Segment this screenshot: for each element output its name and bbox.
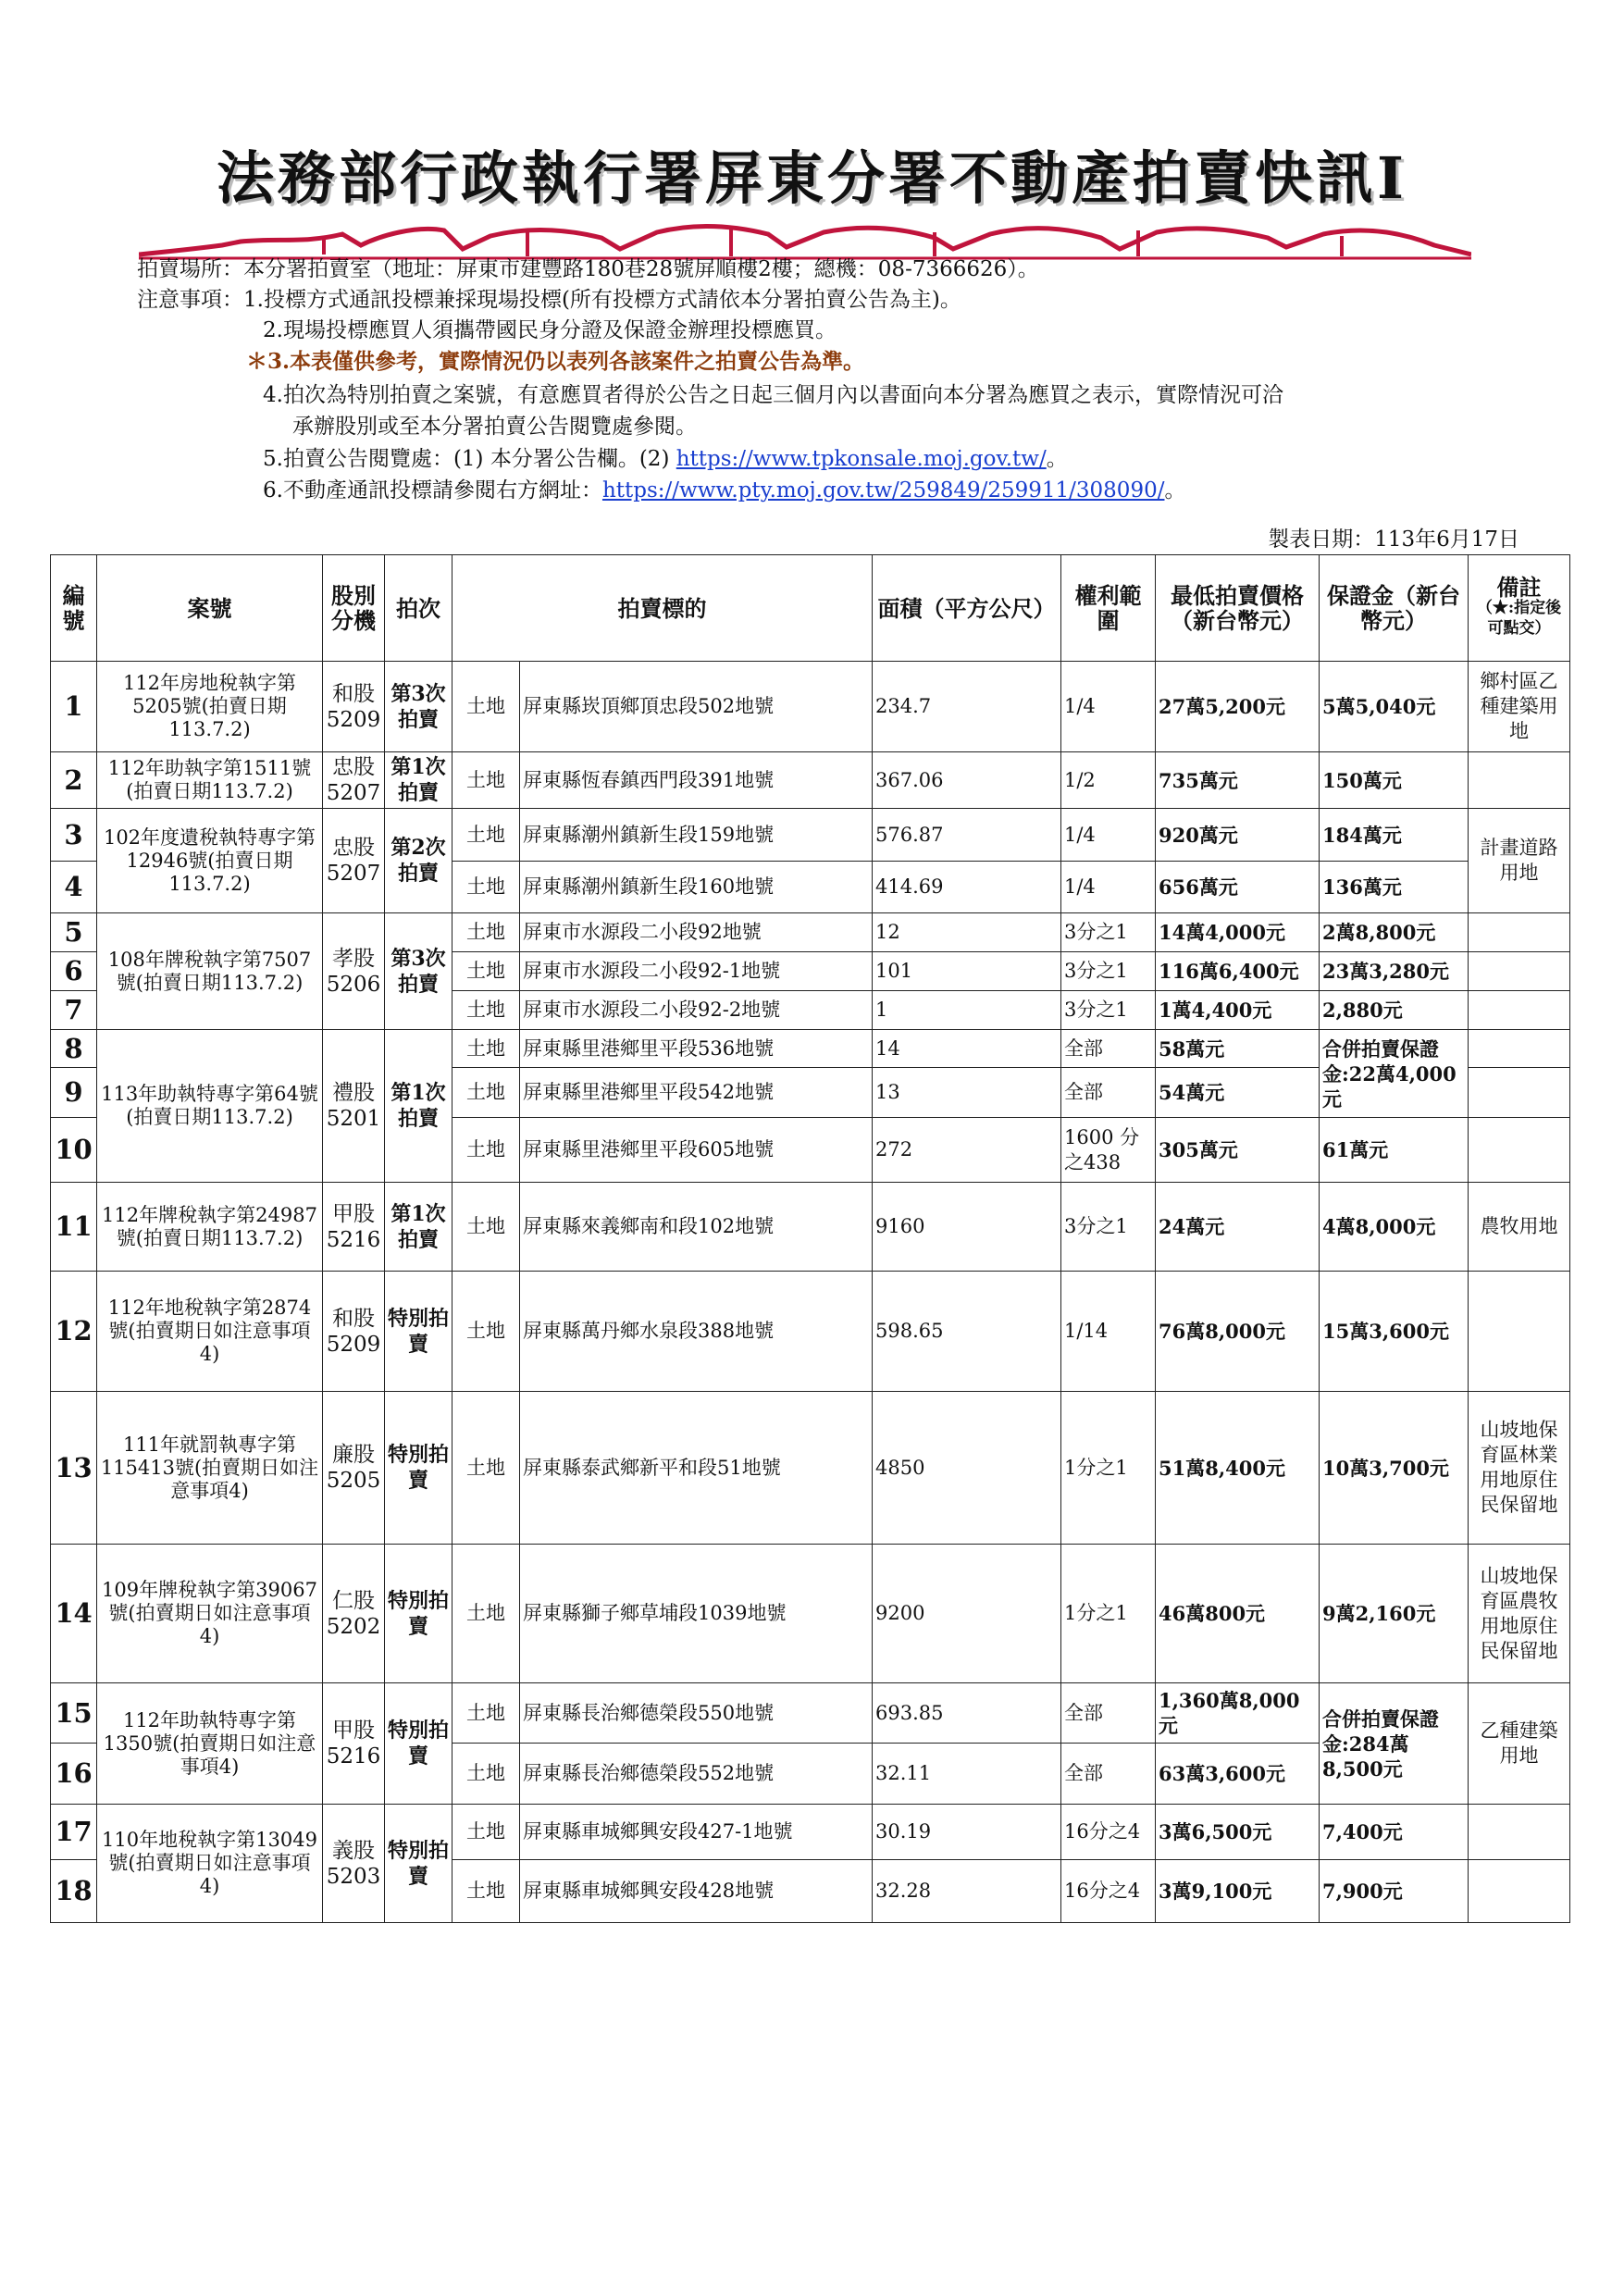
- auction-target: 屏東縣里港鄉里平段536地號: [520, 1030, 873, 1068]
- area: 30.19: [873, 1805, 1061, 1860]
- table-row: [51, 1272, 1570, 1392]
- row-number: 17: [51, 1805, 97, 1860]
- min-price: 3萬6,500元: [1156, 1805, 1320, 1860]
- auction-round: 第1次拍賣: [385, 1183, 452, 1272]
- auction-round: 特別拍賣: [385, 1683, 452, 1805]
- min-price: 63萬3,600元: [1156, 1744, 1320, 1805]
- deposit: 23萬3,280元: [1320, 952, 1469, 991]
- auction-target: 屏東縣來義鄉南和段102地號: [520, 1183, 873, 1272]
- header-round: 拍次: [385, 555, 452, 662]
- unit-extension: 和股5209: [323, 1272, 385, 1392]
- min-price: 1,360萬8,000元: [1156, 1683, 1320, 1744]
- deposit: 4萬8,000元: [1320, 1183, 1469, 1272]
- pty-link[interactable]: https://www.pty.moj.gov.tw/259849/259911/308090/: [601, 478, 1165, 503]
- rights-scope: 3分之1: [1061, 913, 1156, 952]
- rights-scope: 全部: [1061, 1683, 1156, 1744]
- land-type: 土地: [452, 1118, 520, 1183]
- row-number: 3: [51, 809, 97, 862]
- combined-deposit: 合併拍賣保證金:22萬4,000元: [1320, 1030, 1469, 1118]
- auction-target: 屏東縣萬丹鄉水泉段388地號: [520, 1272, 873, 1392]
- unit-extension: 忠股5207: [323, 809, 385, 913]
- auction-target: 屏東市水源段二小段92-1地號: [520, 952, 873, 991]
- remark: [1469, 1068, 1570, 1118]
- row-number: 9: [51, 1068, 97, 1118]
- min-price: 46萬800元: [1156, 1545, 1320, 1683]
- auction-table: [50, 554, 1570, 1923]
- auction-target: 屏東縣崁頂鄉頂忠段502地號: [520, 662, 873, 752]
- remark: 鄉村區乙種建築用地: [1469, 662, 1570, 752]
- note-1: 1.投標方式通訊投標兼採現場投標(所有投標方式請依本分署拍賣公告為主)。: [243, 288, 961, 312]
- remark: [1469, 1805, 1570, 1860]
- note-4b: 承辦股別或至本分署拍賣公告閱覽處參閱。: [292, 415, 697, 439]
- table-row: [51, 913, 1570, 952]
- remark: [1469, 752, 1570, 809]
- table-row: [51, 662, 1570, 752]
- land-type: 土地: [452, 662, 520, 752]
- auction-round: 特別拍賣: [385, 1392, 452, 1545]
- remark: 乙種建築用地: [1469, 1683, 1570, 1805]
- min-price: 1萬4,400元: [1156, 991, 1320, 1030]
- auction-target: 屏東市水源段二小段92地號: [520, 913, 873, 952]
- row-number: 7: [51, 991, 97, 1030]
- remark: [1469, 952, 1570, 991]
- row-number: 5: [51, 913, 97, 952]
- header-deposit: 保證金（新台幣元）: [1320, 555, 1469, 662]
- land-type: 土地: [452, 1744, 520, 1805]
- deposit: 136萬元: [1320, 862, 1469, 913]
- remark: [1469, 1860, 1570, 1923]
- unit-extension: 孝股5206: [323, 913, 385, 1030]
- rights-scope: 全部: [1061, 1068, 1156, 1118]
- auction-target: 屏東縣里港鄉里平段542地號: [520, 1068, 873, 1118]
- area: 598.65: [873, 1272, 1061, 1392]
- note-5-text: 5.拍賣公告閱覽處：(1) 本分署公告欄。(2): [263, 447, 676, 471]
- min-price: 305萬元: [1156, 1118, 1320, 1183]
- table-date: 製表日期：113年6月17日: [1268, 527, 1519, 552]
- remark: 農牧用地: [1469, 1183, 1570, 1272]
- unit-extension: 義股5203: [323, 1805, 385, 1923]
- auction-round: 特別拍賣: [385, 1545, 452, 1683]
- auction-target: 屏東縣恆春鎮西門段391地號: [520, 752, 873, 809]
- table-row: [51, 752, 1570, 809]
- note-4a: 4.拍次為特別拍賣之案號，有意應買者得於公告之日起三個月內以書面向本分署為應買之表示，實際情況可洽: [263, 383, 1283, 407]
- deposit: 15萬3,600元: [1320, 1272, 1469, 1392]
- notes-prefix: 注意事項：: [137, 288, 243, 312]
- land-type: 土地: [452, 1805, 520, 1860]
- case-number: 112年助執特專字第1350號(拍賣期日如注意事項4): [97, 1683, 323, 1805]
- remark: [1469, 1118, 1570, 1183]
- case-number: 113年助執特專字第64號(拍賣日期113.7.2): [97, 1030, 323, 1183]
- rights-scope: 1/4: [1061, 862, 1156, 913]
- auction-round: 第2次拍賣: [385, 809, 452, 913]
- unit-extension: 禮股5201: [323, 1030, 385, 1183]
- unit-extension: 仁股5202: [323, 1545, 385, 1683]
- deposit: 10萬3,700元: [1320, 1392, 1469, 1545]
- deposit: 2,880元: [1320, 991, 1469, 1030]
- rights-scope: 1/4: [1061, 662, 1156, 752]
- area: 101: [873, 952, 1061, 991]
- min-price: 3萬9,100元: [1156, 1860, 1320, 1923]
- area: 32.28: [873, 1860, 1061, 1923]
- auction-venue: 拍賣場所：本分署拍賣室（地址：屏東市建豐路180巷28號屏順樓2樓；總機：08-7366626）。: [137, 257, 1039, 281]
- auction-target: 屏東縣潮州鎮新生段159地號: [520, 809, 873, 862]
- auction-target: 屏東縣獅子鄉草埔段1039地號: [520, 1545, 873, 1683]
- header-no: 編號: [51, 555, 97, 662]
- area: 14: [873, 1030, 1061, 1068]
- deposit: 61萬元: [1320, 1118, 1469, 1183]
- header-min-price: 最低拍賣價格（新台幣元）: [1156, 555, 1320, 662]
- auction-round: 第1次拍賣: [385, 1030, 452, 1183]
- header-remark: [1469, 555, 1570, 662]
- auction-round: 第1次拍賣: [385, 752, 452, 809]
- rights-scope: 全部: [1061, 1744, 1156, 1805]
- unit-extension: 忠股5207: [323, 752, 385, 809]
- land-type: 土地: [452, 1183, 520, 1272]
- table-row: [51, 1683, 1570, 1744]
- land-type: 土地: [452, 913, 520, 952]
- rights-scope: 3分之1: [1061, 952, 1156, 991]
- auction-target: 屏東縣里港鄉里平段605地號: [520, 1118, 873, 1183]
- land-type: 土地: [452, 952, 520, 991]
- case-number: 102年度遺稅執特專字第12946號(拍賣日期113.7.2): [97, 809, 323, 913]
- rights-scope: 1分之1: [1061, 1545, 1156, 1683]
- auction-target: 屏東縣車城鄉興安段427-1地號: [520, 1805, 873, 1860]
- land-type: 土地: [452, 1683, 520, 1744]
- min-price: 14萬4,000元: [1156, 913, 1320, 952]
- note-3: ＊3.本表僅供參考，實際情況仍以表列各該案件之拍賣公告為準。: [246, 349, 865, 374]
- land-type: 土地: [452, 991, 520, 1030]
- area: 693.85: [873, 1683, 1061, 1744]
- combined-deposit: 合併拍賣保證金:284萬8,500元: [1320, 1683, 1469, 1805]
- area: 367.06: [873, 752, 1061, 809]
- deposit: 184萬元: [1320, 809, 1469, 862]
- row-number: 8: [51, 1030, 97, 1068]
- table-row: [51, 1183, 1570, 1272]
- header-case: 案號: [97, 555, 323, 662]
- remark: 山坡地保育區農牧用地原住民保留地: [1469, 1545, 1570, 1683]
- area: 234.7: [873, 662, 1061, 752]
- header-remark-title: 備註: [1496, 574, 1542, 601]
- case-number: 108年牌稅執字第7507號(拍賣日期113.7.2): [97, 913, 323, 1030]
- rights-scope: 3分之1: [1061, 1183, 1156, 1272]
- unit-extension: 甲股5216: [323, 1683, 385, 1805]
- row-number: 2: [51, 752, 97, 809]
- min-price: 51萬8,400元: [1156, 1392, 1320, 1545]
- auction-target: 屏東縣車城鄉興安段428地號: [520, 1860, 873, 1923]
- table-row: [51, 809, 1570, 862]
- case-number: 112年地稅執字第2874號(拍賣期日如注意事項4): [97, 1272, 323, 1392]
- remark: [1469, 1030, 1570, 1068]
- area: 1: [873, 991, 1061, 1030]
- table-row: [51, 1545, 1570, 1683]
- note-2: 2.現場投標應買人須攜帶國民身分證及保證金辦理投標應買。: [263, 318, 837, 342]
- header-area: 面積（平方公尺）: [873, 555, 1061, 662]
- land-type: 土地: [452, 752, 520, 809]
- unit-extension: 甲股5216: [323, 1183, 385, 1272]
- rights-scope: 3分之1: [1061, 991, 1156, 1030]
- remark: 計畫道路用地: [1469, 809, 1570, 913]
- min-price: 24萬元: [1156, 1183, 1320, 1272]
- row-number: 16: [51, 1744, 97, 1805]
- note-5: [263, 445, 1068, 473]
- land-type: 土地: [452, 1272, 520, 1392]
- note-5-end: 。: [1046, 447, 1068, 471]
- area: 414.69: [873, 862, 1061, 913]
- deposit: 150萬元: [1320, 752, 1469, 809]
- header-target: 拍賣標的: [452, 555, 873, 662]
- case-number: 109年牌稅執字第39067號(拍賣期日如注意事項4): [97, 1545, 323, 1683]
- row-number: 6: [51, 952, 97, 991]
- header-unit: 股別分機: [323, 555, 385, 662]
- deposit: 2萬8,800元: [1320, 913, 1469, 952]
- auction-round: 特別拍賣: [385, 1272, 452, 1392]
- min-price: 27萬5,200元: [1156, 662, 1320, 752]
- rights-scope: 1分之1: [1061, 1392, 1156, 1545]
- area: 9200: [873, 1545, 1061, 1683]
- min-price: 116萬6,400元: [1156, 952, 1320, 991]
- land-type: 土地: [452, 862, 520, 913]
- auction-target: 屏東市水源段二小段92-2地號: [520, 991, 873, 1030]
- area: 576.87: [873, 809, 1061, 862]
- area: 32.11: [873, 1744, 1061, 1805]
- rights-scope: 16分之4: [1061, 1805, 1156, 1860]
- min-price: 735萬元: [1156, 752, 1320, 809]
- area: 272: [873, 1118, 1061, 1183]
- area: 4850: [873, 1392, 1061, 1545]
- deposit: 7,400元: [1320, 1805, 1469, 1860]
- min-price: 920萬元: [1156, 809, 1320, 862]
- row-number: 14: [51, 1545, 97, 1683]
- min-price: 76萬8,000元: [1156, 1272, 1320, 1392]
- min-price: 54萬元: [1156, 1068, 1320, 1118]
- land-type: 土地: [452, 1860, 520, 1923]
- header-rights: 權利範圍: [1061, 555, 1156, 662]
- auction-round: 特別拍賣: [385, 1805, 452, 1923]
- min-price: 58萬元: [1156, 1030, 1320, 1068]
- rights-scope: 1/14: [1061, 1272, 1156, 1392]
- deposit: 7,900元: [1320, 1860, 1469, 1923]
- auction-target: 屏東縣潮州鎮新生段160地號: [520, 862, 873, 913]
- area: 9160: [873, 1183, 1061, 1272]
- note-6-text: 6.不動產通訊投標請參閱右方網址：: [263, 478, 602, 503]
- tpkonsale-link[interactable]: https://www.tpkonsale.moj.gov.tw/: [676, 447, 1047, 471]
- row-number: 4: [51, 862, 97, 913]
- area: 12: [873, 913, 1061, 952]
- row-number: 12: [51, 1272, 97, 1392]
- remark: 山坡地保育區林業用地原住民保留地: [1469, 1392, 1570, 1545]
- land-type: 土地: [452, 1068, 520, 1118]
- min-price: 656萬元: [1156, 862, 1320, 913]
- header-remark-sub: （★:指定後可點交）: [1476, 599, 1562, 638]
- deposit: 9萬2,160元: [1320, 1545, 1469, 1683]
- auction-round: 第3次拍賣: [385, 913, 452, 1030]
- deposit: 5萬5,040元: [1320, 662, 1469, 752]
- rights-scope: 1/4: [1061, 809, 1156, 862]
- table-row: [51, 1805, 1570, 1860]
- note-6: [263, 477, 1185, 504]
- case-number: 110年地稅執字第13049號(拍賣期日如注意事項4): [97, 1805, 323, 1923]
- rights-scope: 1600 分之438: [1061, 1118, 1156, 1183]
- land-type: 土地: [452, 1392, 520, 1545]
- note-6-end: 。: [1164, 478, 1186, 503]
- case-number: 111年就罰執專字第115413號(拍賣期日如注意事項4): [97, 1392, 323, 1545]
- auction-target: 屏東縣長治鄉德榮段552地號: [520, 1744, 873, 1805]
- row-number: 11: [51, 1183, 97, 1272]
- auction-target: 屏東縣泰武鄉新平和段51地號: [520, 1392, 873, 1545]
- row-number: 13: [51, 1392, 97, 1545]
- notes-line-1: [137, 286, 961, 314]
- row-number: 10: [51, 1118, 97, 1183]
- auction-round: 第3次拍賣: [385, 662, 452, 752]
- rights-scope: 全部: [1061, 1030, 1156, 1068]
- case-number: 112年牌稅執字第24987號(拍賣日期113.7.2): [97, 1183, 323, 1272]
- unit-extension: 和股5209: [323, 662, 385, 752]
- table-row: [51, 1392, 1570, 1545]
- area: 13: [873, 1068, 1061, 1118]
- case-number: 112年房地稅執字第5205號(拍賣日期113.7.2): [97, 662, 323, 752]
- remark: [1469, 991, 1570, 1030]
- land-type: 土地: [452, 1030, 520, 1068]
- row-number: 15: [51, 1683, 97, 1744]
- remark: [1469, 913, 1570, 952]
- row-number: 1: [51, 662, 97, 752]
- rights-scope: 16分之4: [1061, 1860, 1156, 1923]
- rights-scope: 1/2: [1061, 752, 1156, 809]
- land-type: 土地: [452, 1545, 520, 1683]
- remark: [1469, 1272, 1570, 1392]
- case-number: 112年助執字第1511號(拍賣日期113.7.2): [97, 752, 323, 809]
- unit-extension: 廉股5205: [323, 1392, 385, 1545]
- row-number: 18: [51, 1860, 97, 1923]
- land-type: 土地: [452, 809, 520, 862]
- table-header-row: [51, 555, 1570, 662]
- auction-target: 屏東縣長治鄉德榮段550地號: [520, 1683, 873, 1744]
- table-row: [51, 1030, 1570, 1068]
- page-title: 法務部行政執行署屏東分署不動產拍賣快訊Ⅰ: [216, 144, 1407, 212]
